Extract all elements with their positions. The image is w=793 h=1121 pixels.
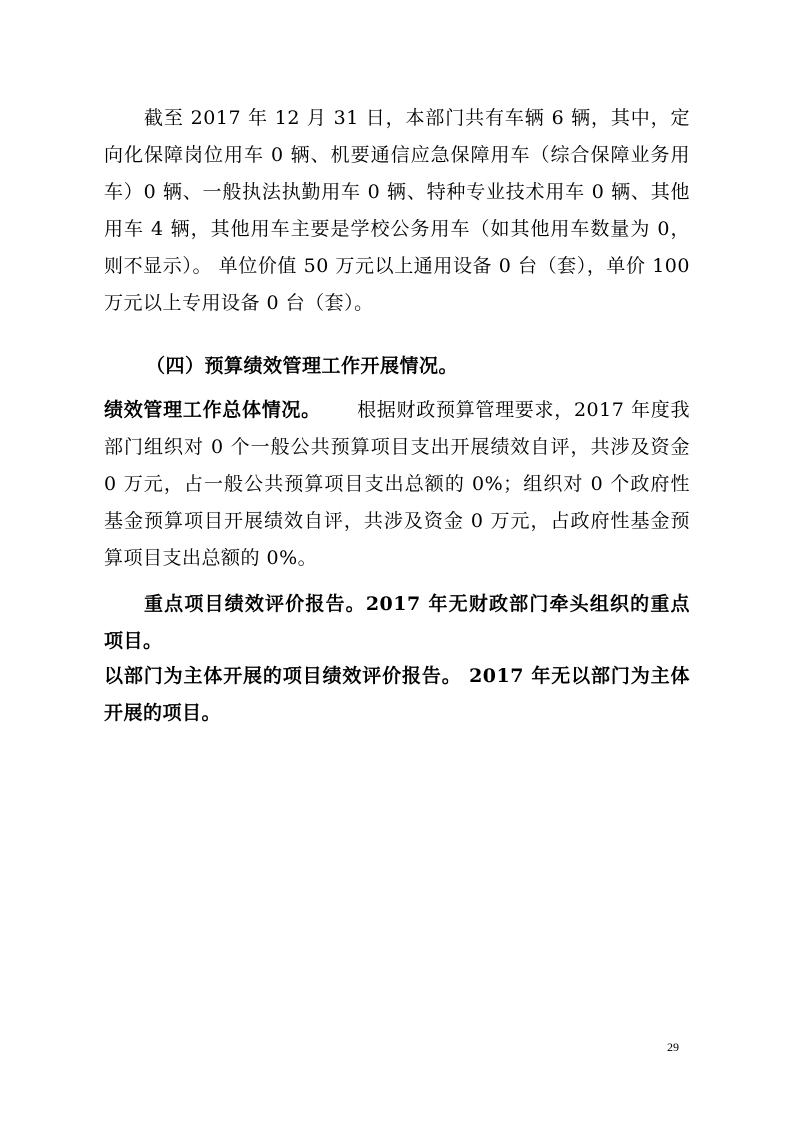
overall-performance-body: 根据财政预算管理要求，2017 年度我部门组织对 0 个一般公共预算项目支出开展绩效自评，共涉及资金 0 万元，占一般公共预算项目支出总额的 0%；组织对 0 个政府性基金预算项目开展绩效自评，共涉及资金 0 万元，占政府性基金预算项目支出总额的 0%。: [104, 399, 690, 569]
overall-performance-paragraph: [104, 392, 690, 577]
overall-performance-heading: 绩效管理工作总体情况。: [104, 399, 321, 421]
key-projects-paragraph: 重点项目绩效评价报告。2017 年无财政部门牵头组织的重点项目。: [104, 593, 690, 652]
vehicles-paragraph: 截至 2017 年 12 月 31 日，本部门共有车辆 6 辆，其中，定向化保障岗位用车 0 辆、机要通信应急保障用车（综合保障业务用车）0 辆、一般执法执勤用车 0 辆、特种专业技术用车 0 辆、其他用车 4 辆，其他用车主要是学校公务用车（如其他用车数量为 0，则不显示）。 单位价值 50 万元以上通用设备 0 台（套），单价 100 万元以上专用设备 0 台（套）。: [104, 107, 690, 314]
page-number: 29: [667, 1040, 679, 1054]
section-heading: （四）预算绩效管理工作开展情况。: [146, 355, 459, 377]
dept-projects-paragraph: 以部门为主体开展的项目绩效评价报告。 2017 年无以部门为主体开展的项目。: [104, 665, 690, 724]
